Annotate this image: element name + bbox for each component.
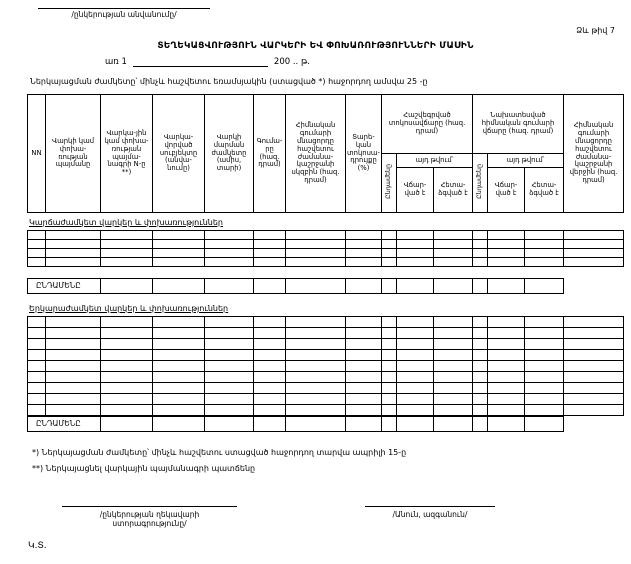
total-empty-cell — [397, 279, 434, 294]
signature-left-caption: /ընկերության ղեկավարի ստորագրությունը/ — [99, 510, 200, 528]
empty-cell — [28, 258, 46, 267]
empty-cell — [397, 383, 434, 394]
empty-cell — [525, 361, 564, 372]
empty-cell — [46, 240, 101, 249]
total-empty-cell — [473, 417, 488, 432]
empty-cell — [434, 317, 473, 328]
empty-cell — [46, 383, 101, 394]
empty-cell — [28, 339, 46, 350]
date-prefix: առ 1 — [105, 57, 127, 67]
total-empty-cell — [101, 417, 153, 432]
empty-cell — [254, 240, 286, 249]
empty-cell — [101, 361, 153, 372]
empty-data-row — [28, 258, 624, 267]
empty-cell — [254, 361, 286, 372]
empty-cell — [346, 383, 382, 394]
empty-cell — [346, 350, 382, 361]
empty-cell — [564, 258, 624, 267]
total-row — [28, 417, 624, 432]
empty-cell — [473, 361, 488, 372]
empty-cell — [564, 339, 624, 350]
empty-cell — [101, 249, 153, 258]
total-empty-cell — [286, 417, 346, 432]
empty-cell — [254, 328, 286, 339]
empty-cell — [46, 339, 101, 350]
empty-cell — [101, 231, 153, 240]
empty-cell — [205, 394, 254, 405]
empty-cell — [564, 328, 624, 339]
subcol-total-vertical-label: Ընդամենը — [475, 164, 483, 200]
empty-cell — [525, 258, 564, 267]
empty-cell — [434, 361, 473, 372]
empty-cell — [286, 328, 346, 339]
empty-cell — [488, 258, 525, 267]
empty-cell — [525, 240, 564, 249]
empty-cell — [488, 249, 525, 258]
empty-cell — [473, 317, 488, 328]
footnote-2: **) Ներկայացնել վարկային պայմանագրի պատճենը — [32, 464, 256, 473]
empty-cell — [28, 317, 46, 328]
empty-cell — [382, 240, 397, 249]
empty-cell — [346, 339, 382, 350]
empty-cell — [473, 328, 488, 339]
date-suffix: 200 .. թ. — [273, 57, 310, 67]
total-empty-cell — [205, 279, 254, 294]
col-header-principal-balance-start: Հիմնական գումարի մնացորդը հաշվետու ժամանա-կաշրջանի սկզբին (հազ. դրամ) — [286, 95, 346, 213]
empty-cell — [153, 231, 205, 240]
empty-cell — [254, 372, 286, 383]
total-empty-cell — [101, 279, 153, 294]
empty-cell — [205, 339, 254, 350]
empty-cell — [525, 231, 564, 240]
empty-cell — [286, 372, 346, 383]
section-label-long-term: Երկարաժամկետ վարկեր և փոխառություններ — [29, 304, 229, 313]
empty-cell — [28, 328, 46, 339]
empty-cell — [46, 405, 101, 416]
subcol-total-vertical-label: Ընդամենը — [384, 164, 392, 200]
empty-cell — [488, 405, 525, 416]
empty-cell — [397, 394, 434, 405]
empty-cell — [286, 339, 346, 350]
empty-cell — [205, 317, 254, 328]
empty-cell — [346, 240, 382, 249]
empty-data-row — [28, 372, 624, 383]
empty-cell — [397, 328, 434, 339]
empty-data-row — [28, 249, 624, 258]
empty-cell — [254, 258, 286, 267]
total-empty-cell — [525, 279, 564, 294]
empty-cell — [525, 394, 564, 405]
empty-cell — [205, 328, 254, 339]
section-long-term — [27, 304, 625, 432]
subcol-header-deferred-1: Հետա-ձգված է — [434, 168, 473, 213]
footnotes — [32, 448, 406, 480]
empty-cell — [346, 405, 382, 416]
empty-cell — [254, 339, 286, 350]
empty-cell — [254, 405, 286, 416]
total-empty-cell — [525, 417, 564, 432]
empty-cell — [101, 317, 153, 328]
col-header-principal-balance-end: Հիմնական գումարի մնացորդը հաշվետու ժամանա-կաշրջանի վերջին (հազ. դրամ) — [564, 95, 624, 213]
empty-cell — [488, 361, 525, 372]
empty-cell — [346, 231, 382, 240]
empty-cell — [525, 383, 564, 394]
empty-cell — [153, 383, 205, 394]
empty-cell — [382, 350, 397, 361]
empty-cell — [434, 394, 473, 405]
empty-cell — [205, 350, 254, 361]
empty-cell — [205, 258, 254, 267]
col-header-planned-principal-group: Նախատեսված հիմնական գումարի վճարը (հազ. դրամ) — [473, 95, 564, 154]
empty-data-row — [28, 339, 624, 350]
total-empty-cell — [488, 417, 525, 432]
loans-table-header — [27, 94, 624, 213]
empty-cell — [153, 394, 205, 405]
empty-cell — [101, 240, 153, 249]
signature-line — [62, 500, 237, 507]
empty-cell — [153, 249, 205, 258]
col-header-accrued-interest-group: Հաշվեգրված տոկոսավճարը (հազ. դրամ) — [382, 95, 473, 154]
total-empty-cell — [153, 417, 205, 432]
subcol-header-including-1: այդ թվում՝ — [397, 154, 473, 168]
empty-cell — [525, 339, 564, 350]
empty-cell — [564, 394, 624, 405]
empty-cell — [153, 372, 205, 383]
empty-cell — [564, 249, 624, 258]
empty-cell — [254, 383, 286, 394]
total-label: ԸՆԴԱՄԵՆԸ — [28, 417, 101, 432]
empty-cell — [46, 350, 101, 361]
signature-block-left — [62, 500, 237, 528]
empty-cell — [153, 405, 205, 416]
empty-cell — [254, 394, 286, 405]
empty-cell — [254, 231, 286, 240]
empty-cell — [153, 240, 205, 249]
empty-cell — [488, 372, 525, 383]
empty-cell — [564, 240, 624, 249]
empty-cell — [153, 350, 205, 361]
empty-cell — [346, 258, 382, 267]
empty-cell — [28, 361, 46, 372]
empty-cell — [101, 394, 153, 405]
empty-data-row — [28, 240, 624, 249]
empty-cell — [286, 350, 346, 361]
empty-cell — [205, 231, 254, 240]
signature-right-caption: /Անուն, ազգանուն/ — [392, 510, 468, 519]
empty-cell — [397, 258, 434, 267]
total-empty-cell — [153, 279, 205, 294]
empty-cell — [434, 372, 473, 383]
empty-cell — [473, 405, 488, 416]
empty-cell — [153, 317, 205, 328]
empty-cell — [346, 328, 382, 339]
empty-data-row — [28, 317, 624, 328]
empty-cell — [205, 383, 254, 394]
empty-cell — [101, 405, 153, 416]
total-empty-cell — [205, 417, 254, 432]
empty-cell — [382, 372, 397, 383]
empty-cell — [382, 249, 397, 258]
date-blank-line — [133, 57, 268, 67]
empty-cell — [488, 317, 525, 328]
empty-cell — [346, 394, 382, 405]
empty-cell — [397, 240, 434, 249]
empty-cell — [397, 361, 434, 372]
empty-cell — [205, 240, 254, 249]
empty-cell — [286, 383, 346, 394]
empty-cell — [397, 317, 434, 328]
empty-cell — [382, 339, 397, 350]
empty-cell — [488, 339, 525, 350]
company-name-blank-line — [38, 8, 210, 19]
subcol-header-deferred-2: Հետա-ձգված է — [525, 168, 564, 213]
long-term-total-row — [27, 416, 624, 432]
empty-cell — [101, 372, 153, 383]
empty-cell — [346, 249, 382, 258]
empty-cell — [564, 372, 624, 383]
empty-cell — [286, 394, 346, 405]
col-header-loan-condition: Վարկի կամ փոխա-ռության պայմանը — [46, 95, 101, 213]
deadline-note: Ներկայացման ժամկետը՝ մինչև հաշվետու եռամսյակին (ստացված *) հաջորդող ամսվա 25 -ը — [30, 77, 428, 86]
total-empty-cell — [254, 279, 286, 294]
empty-cell — [286, 317, 346, 328]
empty-cell — [28, 240, 46, 249]
empty-cell — [382, 328, 397, 339]
company-name-caption: /ընկերության անվանումը/ — [71, 10, 177, 19]
empty-cell — [564, 405, 624, 416]
empty-cell — [101, 258, 153, 267]
empty-cell — [397, 249, 434, 258]
empty-cell — [397, 405, 434, 416]
empty-cell — [286, 249, 346, 258]
empty-cell — [205, 361, 254, 372]
empty-cell — [434, 328, 473, 339]
empty-cell — [473, 249, 488, 258]
empty-data-row — [28, 350, 624, 361]
empty-data-row — [28, 361, 624, 372]
empty-cell — [525, 405, 564, 416]
empty-cell — [28, 350, 46, 361]
empty-cell — [346, 361, 382, 372]
empty-cell — [382, 317, 397, 328]
empty-cell — [28, 372, 46, 383]
empty-cell — [286, 258, 346, 267]
empty-cell — [473, 339, 488, 350]
empty-cell — [473, 394, 488, 405]
footnote-1: *) Ներկայացման ժամկետը՝ մինչև հաշվետու ստացված հաջորդող տարվա ապրիլի 15-ը — [32, 448, 407, 457]
empty-data-row — [28, 383, 624, 394]
empty-cell — [473, 240, 488, 249]
empty-cell — [153, 258, 205, 267]
empty-cell — [46, 317, 101, 328]
empty-cell — [525, 372, 564, 383]
empty-data-row — [28, 405, 624, 416]
col-header-credited-subject: Վարկա-վորված սուբյեկտը (անվա-նումը) — [153, 95, 205, 213]
empty-cell — [28, 383, 46, 394]
empty-cell — [46, 394, 101, 405]
empty-cell — [473, 231, 488, 240]
col-header-contract-number: Վարկա-յին կամ փոխա-ռության պայմա-նագրի N-ը **) — [101, 95, 153, 213]
col-header-loan-term: Վարկի մարման ժամկետը (ամիս, տարի) — [205, 95, 254, 213]
empty-cell — [397, 350, 434, 361]
empty-cell — [397, 339, 434, 350]
long-term-grid — [27, 316, 624, 416]
empty-cell — [46, 328, 101, 339]
empty-cell — [153, 339, 205, 350]
empty-cell — [434, 240, 473, 249]
subcol-header-paid-2: Վճար-ված է — [488, 168, 525, 213]
empty-cell — [488, 350, 525, 361]
col-header-amount: Գումա-րը (հազ. դրամ) — [254, 95, 286, 213]
empty-cell — [488, 231, 525, 240]
empty-cell — [564, 383, 624, 394]
empty-cell — [254, 249, 286, 258]
empty-cell — [205, 405, 254, 416]
empty-cell — [488, 328, 525, 339]
total-empty-cell — [434, 279, 473, 294]
empty-cell — [101, 328, 153, 339]
empty-cell — [101, 350, 153, 361]
subcol-header-paid-1: Վճար-ված է — [397, 168, 434, 213]
col-header-nn: NN — [28, 95, 46, 213]
empty-cell — [434, 249, 473, 258]
total-row — [28, 279, 624, 294]
section-label-short-term: Կարճաժամկետ վարկեր և փոխառություններ — [29, 218, 223, 227]
total-empty-cell — [434, 417, 473, 432]
empty-cell — [254, 350, 286, 361]
empty-cell — [346, 372, 382, 383]
empty-cell — [473, 350, 488, 361]
empty-cell — [473, 383, 488, 394]
empty-cell — [205, 249, 254, 258]
empty-cell — [488, 240, 525, 249]
empty-cell — [434, 405, 473, 416]
total-empty-cell — [488, 279, 525, 294]
empty-data-row — [28, 231, 624, 240]
empty-cell — [564, 361, 624, 372]
empty-cell — [525, 317, 564, 328]
subcol-header-total-2 — [473, 154, 488, 213]
empty-cell — [525, 328, 564, 339]
total-empty-cell — [382, 279, 397, 294]
empty-cell — [46, 231, 101, 240]
total-empty-cell — [254, 417, 286, 432]
empty-cell — [153, 361, 205, 372]
subcol-header-total-1 — [382, 154, 397, 213]
empty-cell — [434, 339, 473, 350]
empty-cell — [525, 249, 564, 258]
empty-cell — [28, 249, 46, 258]
report-date-line — [105, 57, 310, 67]
empty-cell — [46, 249, 101, 258]
loans-table-area — [27, 94, 625, 432]
empty-cell — [434, 350, 473, 361]
total-empty-cell — [397, 417, 434, 432]
empty-cell — [101, 383, 153, 394]
empty-cell — [525, 350, 564, 361]
subcol-header-including-2: այդ թվում՝ — [488, 154, 564, 168]
empty-cell — [564, 350, 624, 361]
short-term-grid — [27, 230, 624, 267]
empty-cell — [286, 240, 346, 249]
empty-cell — [286, 231, 346, 240]
total-empty-cell — [346, 417, 382, 432]
col-header-annual-rate: Տարե-կան տոկոսա-դրույքը (%) — [346, 95, 382, 213]
empty-data-row — [28, 394, 624, 405]
empty-cell — [382, 405, 397, 416]
empty-cell — [46, 258, 101, 267]
empty-cell — [28, 394, 46, 405]
section-short-term — [27, 218, 625, 294]
empty-cell — [473, 372, 488, 383]
empty-cell — [564, 317, 624, 328]
empty-cell — [382, 394, 397, 405]
empty-cell — [488, 383, 525, 394]
empty-cell — [382, 383, 397, 394]
empty-cell — [382, 231, 397, 240]
total-empty-cell — [473, 279, 488, 294]
total-empty-cell — [286, 279, 346, 294]
empty-cell — [46, 361, 101, 372]
empty-cell — [434, 231, 473, 240]
empty-cell — [101, 339, 153, 350]
empty-cell — [254, 317, 286, 328]
empty-cell — [286, 405, 346, 416]
empty-cell — [28, 405, 46, 416]
empty-cell — [397, 231, 434, 240]
empty-cell — [473, 258, 488, 267]
short-term-total-row — [27, 278, 624, 294]
empty-cell — [382, 361, 397, 372]
signature-block-right — [365, 500, 495, 519]
form-number: Ձև թիվ 7 — [576, 26, 615, 35]
seal-place-label: Կ.Տ. — [28, 541, 47, 551]
empty-cell — [346, 317, 382, 328]
empty-cell — [28, 231, 46, 240]
empty-cell — [382, 258, 397, 267]
form-title: ՏԵՂԵԿԱՑՎՈՒԹՅՈՒՆ ՎԱՐԿԵՐԻ ԵՎ ՓՈԽԱՌՈՒԹՅՈՒՆՆԵՐԻ ՄԱՍԻՆ — [157, 41, 474, 51]
empty-cell — [434, 383, 473, 394]
total-empty-cell — [382, 417, 397, 432]
total-empty-cell — [346, 279, 382, 294]
empty-cell — [434, 258, 473, 267]
empty-cell — [397, 372, 434, 383]
empty-cell — [488, 394, 525, 405]
empty-cell — [286, 361, 346, 372]
total-label: ԸՆԴԱՄԵՆԸ — [28, 279, 101, 294]
empty-cell — [46, 372, 101, 383]
signature-line — [365, 500, 495, 507]
empty-data-row — [28, 328, 624, 339]
empty-cell — [153, 328, 205, 339]
empty-cell — [564, 231, 624, 240]
empty-cell — [205, 372, 254, 383]
